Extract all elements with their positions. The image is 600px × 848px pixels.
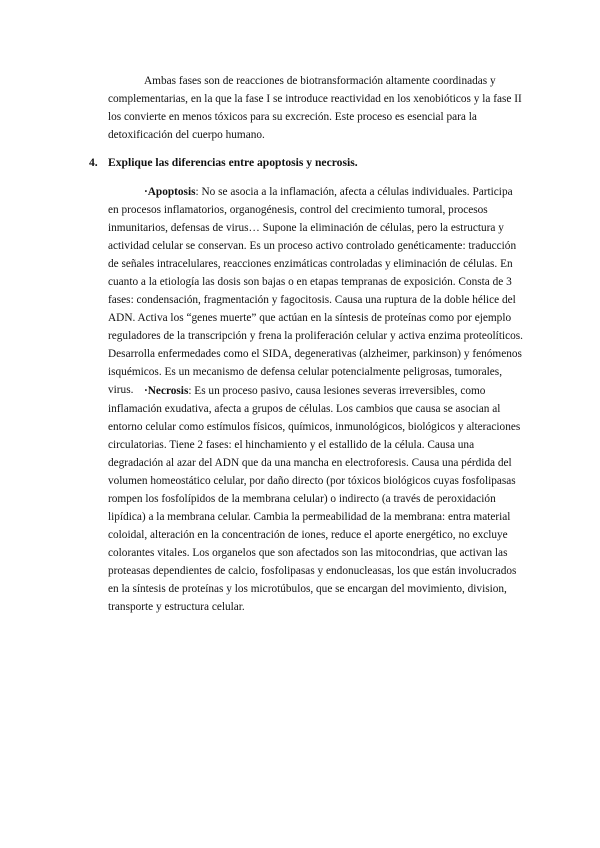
necrosis-paragraph <box>108 382 526 616</box>
apoptosis-paragraph <box>108 183 526 399</box>
necrosis-term: ·Necrosis <box>144 385 189 397</box>
question-heading <box>89 154 529 172</box>
necrosis-text: : Es un proceso pasivo, causa lesiones severas irreversibles, como inflamación exudativa, afecta a grupos de células. Los cambios que causa se asocian al entorno celular como estímulos físicos, químicos, inmunológicos, biológicos y alteraciones circulatorias. Tiene 2 fases: el hinchamiento y el estallido de la célula. Causa una degradación al azar del ADN que da una mancha en electroforesis. Causa una pérdida del volumen homeostático celular, por daño directo (por tóxicos biológicos cuyas fosfolipasas rompen los fosfolípidos de la membrana celular) o indirecto (a través de peroxidación lipídica) a la membrana celular. Cambia la permeabilidad de la membrana: entra material coloidal, alteración en la concentración de iones, reduce el aporte energético, no excluye colorantes vitales. Los organelos que son afectados son las mitocondrias, que activan las proteasas dependientes de calcio, fosfolipasas y endonucleasas, los que están involucrados en la síntesis de proteínas y los microtúbulos, que se encargan del movimiento, division, transporte y estructura celular. <box>108 385 521 613</box>
question-text: Explique las diferencias entre apoptosis y necrosis. <box>108 156 358 169</box>
question-number: 4. <box>89 156 98 169</box>
apoptosis-term: ·Apoptosis <box>144 186 196 198</box>
intro-paragraph: Ambas fases son de reacciones de biotransformación altamente coordinadas y complementarias, en la que la fase I se introduce reactividad en los xenobióticos y la fase II los convierte en menos tóxicos para su excreción. Este proceso es esencial para la detoxificación del cuerpo humano. <box>108 75 522 141</box>
apoptosis-text: : No se asocia a la inflamación, afecta a células individuales. Participa en procesos inflamatorios, organogénesis, control del crecimiento tumoral, procesos inmunitarios, defensas de virus… Supone la eliminación de células, pero la estructura y actividad celular se conservan. Es un proceso activo controlado genéticamente: traducción de señales intracelulares, reacciones enzimáticas controladas y eliminación de células. En cuanto a la etiología las dosis son bajas o en etapas tempranas de exposición. Consta de 3 fases: condensación, fragmentación y fagocitosis. Causa una ruptura de la doble hélice del ADN. Activa los “genes muerte” que actúan en la síntesis de proteínas como por ejemplo reguladores de la transcripción y frena la proliferación celular y activa enzima proteolíticos. Desarrolla enfermedades como el SIDA, degenerativas (alzheimer, parkinson) y fenómenos isquémicos. Es un mecanismo de defensa celular potencialmente peligrosas, tumorales, virus. <box>108 186 523 396</box>
